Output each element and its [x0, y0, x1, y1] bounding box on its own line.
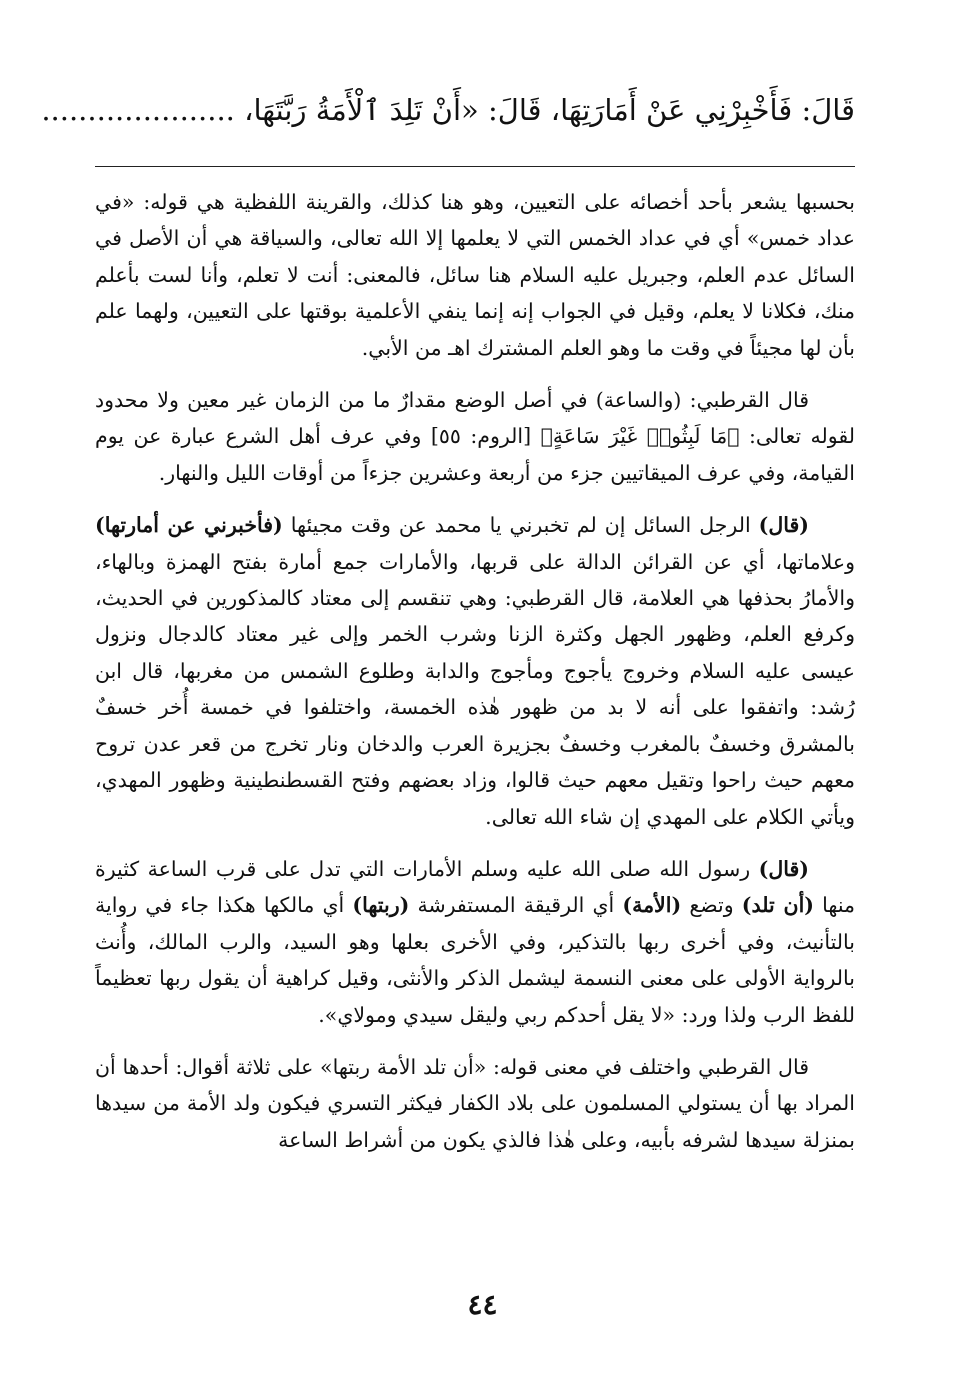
paragraph: بحسبها يشعر بأحد أخصائه على التعيين، وهو هنا كذلك، والقرينة اللفظية هي قوله: «في عداد خمس» أي في عداد الخمس التي لا يعلمها إلا الله تعالى، والسياقة هي أن الأصل في السائل عدم العلم، وجبريل عليه السلام هنا سائل، فالمعنى: أنت لا تعلم، وأنا لست بأعلم منك، فكلانا لا يعلم، وقيل في الجواب إنه إنما ينفي الأعلمية بوقتها على التعيين، ولهما علم بأن لها مجيئاً في وقت ما وهو العلم المشترك اهـ من الأبي.	[95, 190, 855, 360]
paragraph-text: وتضع	[681, 893, 742, 918]
paragraph-text: رسول الله صلى الله عليه وسلم الأمارات التي تدل على قرب الساعة كثيرة منها	[95, 856, 855, 918]
paragraph: قال القرطبي: (والساعة) في أصل الوضع مقدارٌ ما من الزمان غير معين ولا محدود لقوله تعالى: ﴿مَا لَبِثُوا۟ غَيْرَ سَاعَةٍ﴾ [الروم: ٥٥] وفي عرف أهل الشرع عبارة عن يوم القيامة، وفي عرف الميقاتيين جزء من أربعة وعشرين جزءاً من أوقات الليل والنهار.	[95, 388, 855, 485]
bold-term: (فأخبرني عن أمارتها)	[95, 513, 283, 538]
page-number: ٤٤	[467, 1288, 498, 1321]
paragraph: قال القرطبي واختلف في معنى قوله: «أن تلد الأمة ربتها» على ثلاثة أقوال: أحدها أن المراد بها أن يستولي المسلمون على بلاد الكفار فيكثر التسري فيكون ولد الأمة من سيدها بمنزلة سيدها لشرفه بأبيه، وعلى هٰذا فالذي يكون من أشراط الساعة	[95, 1054, 855, 1152]
commentary-body	[95, 184, 855, 1158]
bold-term: (الأمة)	[622, 893, 682, 918]
paragraph-text: وعلاماتها، أي عن القرائن الدالة على قربها، والأمارات جمع أمارة بفتح الهمزة وبالهاء، والأمارُ بحذفها هي العلامة، قال القرطبي: وهي تنقسم إلى معتاد كالمذكورين في الحديث، وكرفع العلم، وظهور الجهل وكثرة الزنا وشرب الخمر وإلى غير معتاد كالدجال ونزول عيسى عليه السلام وخروج يأجوج ومأجوج والدابة وطلوع الشمس من مغربها، قال ابن رُشد: واتفقوا على أنه لا بد من ظهور هٰذه الخمسة، واختلفوا في خمسة أُخر خسفٌ بالمشرق وخسفٌ بالمغرب وخسفٌ بجزيرة العرب والدخان ونار تخرج من قعر عدن تروح معهم حيث راحوا وتقيل معهم حيث قالوا، وزاد بعضهم وفتح القسطنطينية وظهور المهدي، ويأتي الكلام على المهدي إن شاء الله تعالى.	[95, 549, 855, 829]
paragraph	[95, 507, 855, 835]
paragraph	[95, 851, 855, 1033]
bold-term: (ربتها)	[352, 893, 410, 918]
paragraph-text: أي الرقيقة المستفرشة	[409, 893, 623, 918]
bold-term: (أن تلد)	[741, 893, 814, 918]
bold-term: (قال)	[758, 856, 809, 881]
paragraph-text: أي مالكها هكذا جاء في رواية بالتأنيث، وفي أخرى ربها بالتذكير، وفي الأخرى بعلها وهو السيد، والرب المالك، وأُنث بالرواية الأولى على معنى النسمة ليشمل الذكر والأنثى، وقيل كراهية أن يقول ربها تعظيماً للفظ الرب ولذا ورد: «لا يقل أحدكم ربي وليقل سيدي ومولاي».	[95, 893, 855, 1027]
separator-line	[95, 166, 855, 167]
bold-term: (قال)	[758, 513, 809, 538]
paragraph-text: الرجل السائل إن لم تخبرني يا محمد عن وقت مجيئها	[282, 513, 759, 538]
hadith-text: قَالَ: فَأَخْبِرْنِي عَنْ أَمَارَتِهَا، قَالَ: «أَنْ تَلِدَ ٱلْأَمَةُ رَبَّتَهَا، .....................	[41, 93, 855, 127]
